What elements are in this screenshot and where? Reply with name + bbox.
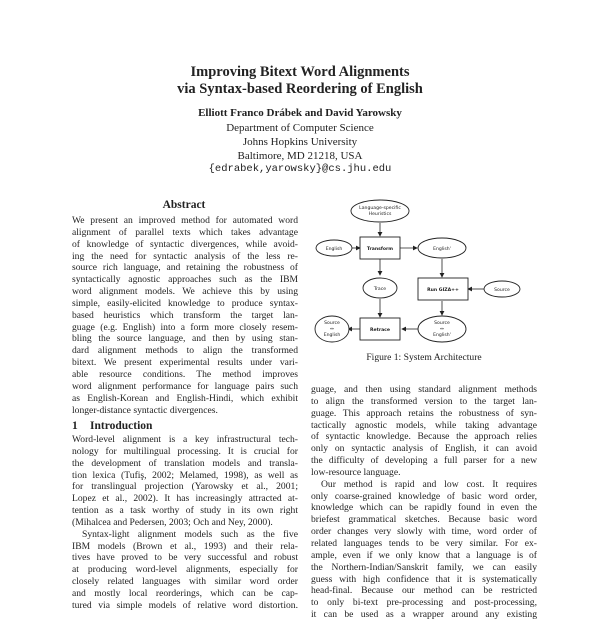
node-heuristics bbox=[351, 200, 409, 222]
intro-line: (Mihalcea and Pedersen, 2003; Och and Ney, 2000). bbox=[72, 516, 273, 528]
section-number: 1 bbox=[72, 420, 78, 432]
abstract-line: source rich language, and retaining the robustness of bbox=[72, 262, 298, 274]
intro-line: IBM models (Brown et al., 1993) and their rela- bbox=[72, 540, 298, 552]
right-line: knowledge which can be rapidly found in even the bbox=[311, 502, 537, 514]
abstract-heading: Abstract bbox=[162, 199, 206, 211]
right-line: to only bi-text pre-processing and post-processing, bbox=[311, 597, 537, 609]
right-line: to align the transformed version to the target lan- bbox=[311, 395, 537, 407]
intro-line: tention as a task worthy of study in its own right bbox=[72, 505, 298, 517]
section-title: Introduction bbox=[90, 420, 153, 432]
affiliation-address: Baltimore, MD 21218, USA bbox=[237, 150, 363, 162]
intro-line: tives have proved to be very successful and robust bbox=[72, 552, 298, 564]
right-line: it can be used as a wrapper around any existing bbox=[311, 609, 537, 621]
label-heuristics-1: Language-specific bbox=[359, 206, 401, 211]
intro-line: for translingual projection (Yarowsky et al., 2001; bbox=[72, 481, 298, 493]
label-out-right-1: Source bbox=[434, 321, 450, 326]
abstract-line: of knowledge of syntactic divergences, while avoid- bbox=[72, 238, 298, 250]
intro-line: tion lexica (Tufiş, 2002; Melamed, 1998), as well as bbox=[72, 469, 298, 481]
intro-line: Lopez et al., 2002). It has increasingly attracted at- bbox=[72, 493, 298, 505]
abstract-line: able resource conditions. The method improves bbox=[72, 368, 298, 380]
abstract-line: word alignment models. We achieve this by using bbox=[72, 286, 298, 298]
label-retrace: Retrace bbox=[369, 328, 391, 333]
intro-line: nology for multilingual processing. It is crucial for bbox=[72, 445, 298, 457]
abstract-line: guage (e.g. English) into a form more closely resem- bbox=[72, 321, 298, 333]
right-line: order changes very slowly with time, word order of bbox=[311, 526, 537, 538]
right-line: only coarse-grained knowledge of basic word order, bbox=[311, 490, 537, 502]
label-trace: Trace bbox=[373, 287, 387, 292]
right-line: the difficulty of developing a full parser for a new bbox=[311, 455, 537, 467]
abstract-body bbox=[72, 215, 298, 416]
right-line: of syntactic knowledge. Because the approach relies bbox=[311, 431, 537, 443]
system-architecture-diagram bbox=[310, 195, 538, 350]
authors: Elliott Franco Drábek and David Yarowsky bbox=[198, 107, 402, 119]
right-line: briefest grammatical sketches. Because basic word bbox=[311, 514, 537, 526]
label-out-left-2: ↔ bbox=[330, 327, 334, 332]
right-line: ample, even if we only know that a language is of bbox=[311, 549, 537, 561]
intro-line: Word-level alignment is a key infrastructural tech- bbox=[72, 434, 298, 445]
abstract-line: word alignment performance for language pairs such bbox=[72, 380, 298, 392]
abstract-line: simple, easily-elicited knowledge to produce syntax- bbox=[72, 297, 298, 309]
intro-line: and mostly local reorderings, which can be cap- bbox=[72, 587, 298, 599]
intro-line: the development of translation models and transla- bbox=[72, 457, 298, 469]
label-source: Source bbox=[494, 288, 510, 293]
abstract-line: syntactically agnostic approaches such as the IBM bbox=[72, 274, 298, 286]
intro-line: closely related languages with similar word order bbox=[72, 576, 298, 588]
right-column-body bbox=[311, 384, 537, 621]
right-line: Our method is rapid and low cost. It requires bbox=[321, 478, 537, 490]
paper-title-line-1: Improving Bitext Word Alignments bbox=[190, 64, 410, 80]
right-line: the Northern-Indian/Sanskrit family, we can easily bbox=[311, 561, 537, 573]
intro-line: Syntax-light alignment models such as the five bbox=[82, 528, 298, 540]
right-line: tactically agnostic models, while taking advantage bbox=[311, 419, 537, 431]
paper-title-line-2: via Syntax-based Reordering of English bbox=[177, 81, 423, 97]
abstract-line: We present an improved method for automated word bbox=[72, 215, 298, 226]
affiliation-university: Johns Hopkins University bbox=[242, 136, 358, 148]
right-line: low-resource language. bbox=[311, 466, 401, 478]
section-heading bbox=[72, 420, 152, 432]
abstract-line: as English-Korean and English-Hindi, which exhibit bbox=[72, 392, 298, 404]
figure-caption: Figure 1: System Architecture bbox=[366, 352, 482, 363]
label-english: English bbox=[325, 247, 343, 252]
label-heuristics-2: Heuristics bbox=[368, 212, 392, 217]
label-out-left-1: Source bbox=[324, 321, 340, 326]
right-line: related languages tends to be very similar. For ex- bbox=[311, 537, 537, 549]
right-line: guess with high confidence that it is systematically bbox=[311, 573, 537, 585]
affiliation-department: Department of Computer Science bbox=[226, 122, 374, 134]
right-line: guage. This approach retains the robustness of syn- bbox=[311, 407, 537, 419]
abstract-line: ing the need for syntactic analysis of the less re- bbox=[72, 250, 298, 262]
author-email: {edrabek,yarowsky}@cs.jhu.edu bbox=[208, 163, 392, 175]
label-out-right-3: English' bbox=[433, 333, 451, 338]
label-english-prime: English' bbox=[433, 247, 451, 252]
abstract-line: bling the source language, and then by using stan- bbox=[72, 333, 298, 345]
abstract-line: longer-distance syntactic divergences. bbox=[72, 404, 218, 416]
abstract-line: alignment of parallel texts which takes advantage bbox=[72, 226, 298, 238]
label-out-left-3: English bbox=[323, 333, 341, 338]
introduction-body bbox=[72, 434, 298, 612]
abstract-line: dard alignment methods to align the transformed bbox=[72, 345, 298, 357]
intro-line: tured via simple models of relative word distortion. bbox=[72, 599, 298, 611]
abstract-line: based heuristics which transform the target lan- bbox=[72, 309, 298, 321]
label-out-right-2: ↔ bbox=[440, 327, 444, 332]
abstract-line: bitext. We present experimental results under vari- bbox=[72, 357, 298, 369]
label-transform: Transform bbox=[366, 247, 394, 252]
right-line: guage, and then using standard alignment methods bbox=[311, 384, 537, 395]
intro-line: at producing word-level alignments, especially for bbox=[72, 564, 298, 576]
right-line: only on syntactic analysis of English, it can avoid bbox=[311, 443, 537, 455]
right-line: head-final. Because our method can be restricted bbox=[311, 585, 537, 597]
label-run-giza: Run GIZA++ bbox=[427, 288, 459, 293]
